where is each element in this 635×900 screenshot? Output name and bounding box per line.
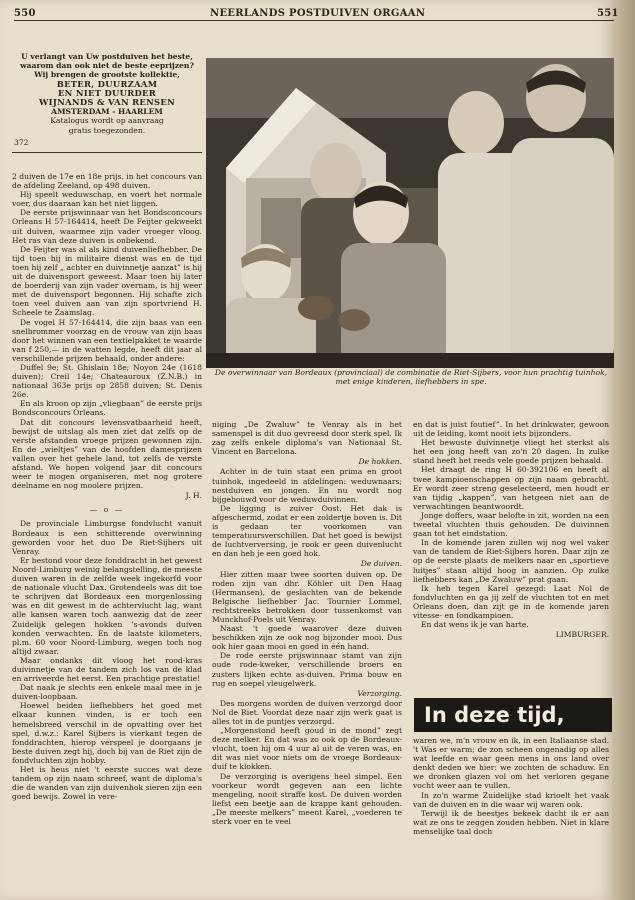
article-paragraph: niging „De Zwaluw” te Venray als in het samenspel is dit duo gevreesd door sterk spel. Ik zag zelfs enkele diploma's van Nationaal St. Vincent en Barcelona. xyxy=(212,420,402,457)
section-separator: — o — xyxy=(89,505,125,515)
article-paragraph: Hier zitten maar twee soorten duiven op. De roden zijn van dhr. Köhler uit Den Haag (Hermansen), de geslachten van de bekende Belgische liefhebber Jac. Tournier Lommel, rechtstreeks betrokken door tussenkomst van Munckhof-Poels uit Venray. xyxy=(212,569,402,624)
article-paragraph: waren we, m'n vrouw en ik, in een Italiaanse stad. 't Was er warm; de zon scheen ongenadig op alles wat leefde en waar geen mens in ons land over denkt deden we hier: we zochten de schaduw. En we dronken glazen vol om het verloren gegane vocht weer aan te vullen. xyxy=(413,736,609,791)
article-paragraph: Jonge doffers, waar belofte in zit, worden na een tweetal vluchten thuis gehouden. De duivinnen gaan tot het eindstation. xyxy=(413,510,609,539)
article-paragraph: Duffel 9e; St. Ghislain 18e; Noyon 24e (1618 duiven); Creil 14e; Chateauroux (Z.N.B.) in nationaal 363e prijs op 2858 duiven; St. Denis 26e. xyxy=(12,362,202,400)
article-paragraph: In zo'n warme Zuidelijke stad krioelt het vaak van de duiven en in die waar wij waren ook. xyxy=(413,790,609,809)
advertisement xyxy=(12,52,202,153)
article-paragraph: De verzorging is overigens heel simpel. Een voorkeur wordt gegeven aan een lichte mengeling, nooit straffe kost. De duiven worden liefst een beetje aan de krappe kant gehouden. „De meeste melkers” meent Karel, „voederen te sterk voer en te veel xyxy=(212,771,402,827)
subheading-verzorging: Verzorging. xyxy=(357,688,402,698)
article-paragraph: De provinciale Limburgse fondvlucht vanuit Bordeaux is een schitterende overwinning geworden voor het duo De Riet-Sijbers uit Venray. xyxy=(12,519,202,556)
article-paragraph: De eerste prijswinnaar van het Bondsconcours Orleans H 57-164414, heeft De Feijter gekweekt uit duiven, waarmee zijn vader vroeger vloog. Het ras van deze duiven is onbekend. xyxy=(12,208,202,245)
article-paragraph: Dat dit concours levensvatbaarheid heeft, bewijst de uitslag als men ziet dat zelfs op de verste afstanden vroege prijzen gewonnen zijn. En de „wieltjes” van de hoofden damesprijzen vallen over het gehele land, tot zelfs de verste afstand. We hopen volgend jaar dit concours weer te mogen organiseren, met nog grotere deelname en nog moolere prijzen. xyxy=(12,417,202,491)
photo-caption: De overwinnaar van Bordeaux (provinciaal) de combinatie de Riet-Sijbers, voor hun prachtig tuinhok, met enige kinderen, liefhebbers in spe. xyxy=(214,368,608,386)
article-paragraph: Maar ondanks dit vloog het rood-kras duivinnetje van de tandem zich los van de klad en arriveerde het eerst. Een prachtige prestatie! xyxy=(12,655,202,684)
article-paragraph: In de komende jaren zullen wij nog wel vaker van de tandem de Riet-Sijbers horen. Daar zijn ze op de eerste plaats de melkers naar en „sportieve luitjes” staan altijd hoog in aanzien. Op zulke liefhebbers kan „De Zwaluw” prat gaan. xyxy=(413,538,609,584)
article-paragraph: Het is heus niet 't eerste succes wat deze tandem op zijn naam schreef, want de diploma's die de wanden van zijn duivenhok sieren zijn een goed bewijs. Zowel in vere- xyxy=(12,765,202,802)
running-header xyxy=(14,6,634,26)
author-signature: J. H. xyxy=(185,491,202,501)
ad-line: U verlangt van Uw postduiven het beste, xyxy=(21,52,193,61)
subheading-hokken: De hokken. xyxy=(358,457,402,467)
page-number-right: 551 xyxy=(597,8,619,19)
ad-slogan: BETER, DUURZAAM xyxy=(56,78,158,89)
article-paragraph: Naast 't goede waarover deze duiven beschikken zijn ze ook nog bijzonder mooi. Dus ook hier gaan mooi en goed in één hand. xyxy=(212,624,402,652)
next-page-edge xyxy=(612,0,635,900)
magazine-title: NEERLANDS POSTDUIVEN ORGAAN xyxy=(210,8,426,19)
article-column-3 xyxy=(413,420,609,641)
article-paragraph: De ligging is zuiver Oost. Het dak is afgeschermd, zodat er een zoldertje boven is. Dit is gedaan ter voorkomen van temperatuursverschillen. Dat het goed is bewijst de luchtverversing, je rook er geen duivenlucht en dan heb je een goed hok. xyxy=(212,503,402,559)
header-rule xyxy=(14,20,614,21)
article-paragraph: „Morgenstond heeft goud in de mond” zegt deze melker. En dat was zo ook op de Bordeaux-vlucht, toen hij om 4 uur al uit de veren was, en dit was niet voor niets om de vroege Bordeaux-duif te klokken. xyxy=(212,726,402,772)
article-paragraph: en dat is juist foutief”. In het drinkwater, gewoon uit de leiding, komt nooit iets bijzonders. xyxy=(413,420,609,439)
article-paragraph: 2 duiven de 17e en 18e prijs, in het concours van de afdeling Zeeland, op 498 duiven. xyxy=(12,172,202,191)
article-paragraph: De Feijter was al als kind duivenliefhebber. De tijd toen hij in militaire dienst was en de tijd toen hij zelf „ achter en duivinnetje aanzat” is hij uit de duivensport geweest. Maar toen hij later de boerderij van zijn vader overnam, is hij weer met de duivensport begonnen. Hij schafte zich toen veel duiven aan van zijn sportvriend H. Scheele te Zaamslag. xyxy=(12,244,202,318)
ad-catalog-line: Katalogus wordt op aanvraag xyxy=(50,116,164,126)
article-paragraph: Achter in de tuin staat een prima en groot tuinhok, ingedeeld in afdelingen: weduwnaars; nestduiven en jongen. En nu wordt nog bijgebouwd voor de weduwduivinnen. xyxy=(212,467,402,504)
article-paragraph: En als kroon op zijn „vliegbaan” de eerste prijs Bondsconcours Orleans. xyxy=(12,399,202,418)
ad-line: Wij brengen de grootste kollektie, xyxy=(34,70,180,80)
article-paragraph: Des morgens worden de duiven verzorgd door Nol de Riet. Voordat deze naar zijn werk gaat is alles tot in de puntjes verzorgd. xyxy=(212,698,402,726)
article-column-1 xyxy=(12,172,202,801)
article-paragraph: En dat wens ik je van harte. xyxy=(421,620,529,630)
article-banner-heading: In deze tijd, xyxy=(414,698,612,732)
ad-company-name: WIJNANDS & VAN RENSEN xyxy=(38,97,176,108)
article-paragraph: Hij speelt weduwschap, en voert het normale voer, dus daaraan kan het niet liggen. xyxy=(12,190,202,209)
photo-pigeon-fanciers xyxy=(206,58,614,368)
article-paragraph: Het draagt de ring H 60-392106 en heeft al twee kampioenschappen op zijn naam gebracht. Er wordt zeer streng geselecteerd, men houdt er van tijdig „kappen”, van hetgeen niet aan de verwachtingen beantwoordt. xyxy=(413,465,609,511)
article-paragraph: Dat naak je slechts een enkele maal mee in je duiven-loopbaan. xyxy=(12,683,202,702)
article-paragraph: Er bestond voor deze fonddracht in het gewest Noord-Limburg weinig belangstelling, de meeste duiven waren in de zelfde week ingekorfd voor de nationale vlucht Dax. Grotendeels was dit toe te schrijven dat Bordeaux een morgenlossing was en dit gewest in de achtervlucht lag, want alle kansen waren toch aanwezig dat de zeer Zuidelijk gelegen hokken 's-avonds duiven konden verwachten. En de laatste kilometers, pl.m. 60 voor Noord-Limburg, wegen toch nog altijd zwaar. xyxy=(12,555,202,656)
article-paragraph: Het bewuste duivinnetje vliegt het sterkst als het een jong heeft van zo'n 20 dagen. In zulke stand heeft het reeds vele goede prijzen behaald. xyxy=(413,438,609,466)
ad-cities: AMSTERDAM - HAARLEM xyxy=(51,107,163,117)
photo-illustration xyxy=(206,58,614,368)
page-number-left: 550 xyxy=(14,8,36,19)
ad-slogan: EN NIET DUURDER xyxy=(58,87,156,98)
article-column-2 xyxy=(212,420,402,826)
article-paragraph: De rode eerste prijswinnaar stamt van zijn oude rode-kweker, verschillende broers en zusters lijken echte as-duiven. Prima bouw en rug en soepel vleugelwerk. xyxy=(212,651,402,688)
article-paragraph: Terwijl ik de beestjes bekeek dacht ik er aan wat ze ons te zeggen zouden hebben. Niet in klare menselijke taal doch xyxy=(413,808,609,836)
ad-number: 372 xyxy=(14,138,29,147)
article-paragraph: Ik heb tegen Karel gezegd: Laat Nol de fondvluchten en ga jij zelf de vluchten tot en met Orleans doen, dan zijt ge in de komende jaren vitesse- en fondkampioen. xyxy=(413,583,609,620)
ad-line: waarom dan ook niet de beste eeprijzen? xyxy=(20,61,194,71)
author-signature: LIMBURGER. xyxy=(555,630,609,640)
subheading-duiven: De duiven. xyxy=(360,559,402,569)
article-paragraph: Hoewel beiden liefhebbers het goed met elkaar kunnen vinden, is er toch een hemelsbreed verschil in de opvatting over het spel, d.w.z.: Karel Sijbers is vierkant tegen de fonddrachten, hierop verspeel je doorgaans je beste duiven zegt hij, doch bij van de Riet zijn de fondvluchten zijn hobby. xyxy=(12,701,202,765)
ad-catalog-line: gratis toegezonden. xyxy=(68,125,146,135)
article-paragraph: De vogel H 57-164414, die zijn baas van een snelbrommer voorzag en de vrouw van zijn baas door het winnen van een textielpakket te waarde van f 250,— in de watten legde, heeft dit jaar al verschillende prijzen behaald, onder andere: xyxy=(12,317,202,363)
article-column-3-continued xyxy=(413,736,609,836)
